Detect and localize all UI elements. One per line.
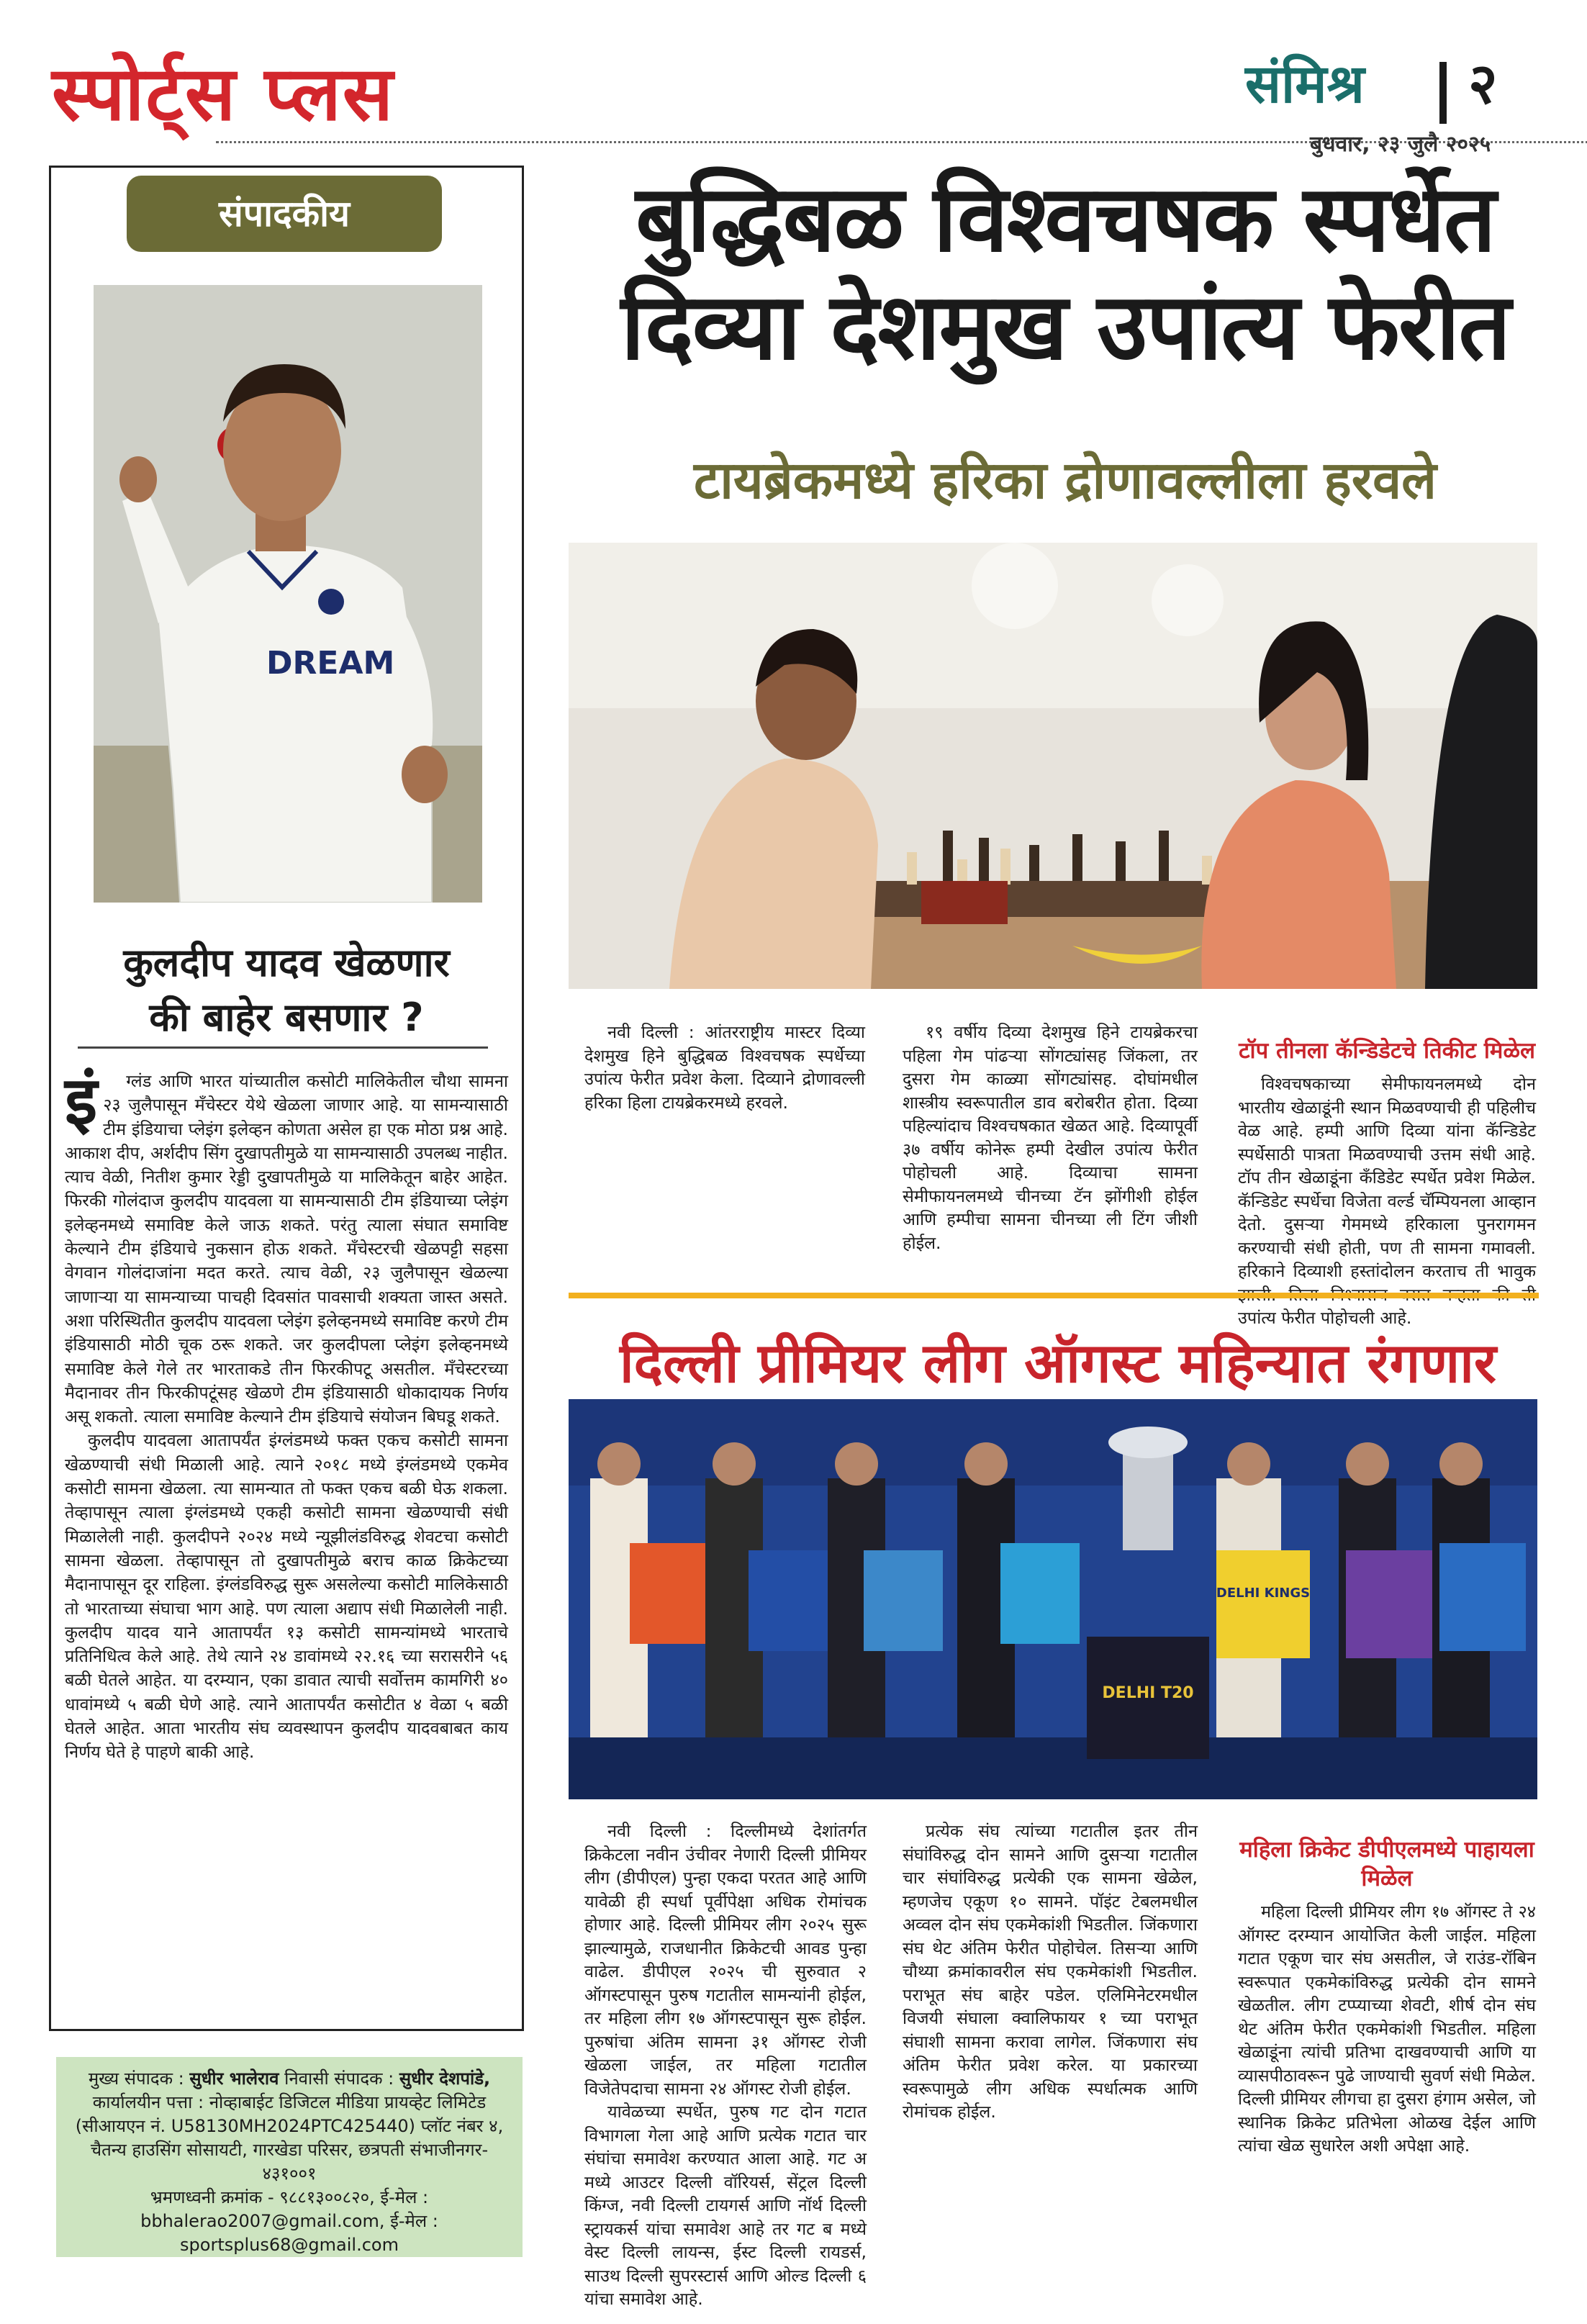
dpl-column-2 [903,1819,1198,2124]
dpl-column-3 [1238,1819,1536,2158]
section-rule [569,1293,1539,1298]
resident-editor-label: निवासी संपादक : [284,2068,394,2089]
resident-editor-name: सुधीर देशपांडे, [399,2068,491,2089]
chess-paragraph-2: १९ वर्षीय दिव्या देशमुख हिने टायब्रेकरचा पहिला गेम पांढऱ्या सोंगट्यांसह जिंकला, तर दुसरा गेम काळ्या सोंगट्यांसह. दोघांमधील शास्त्रीय स्वरूपातील डाव बरोबरीत होता. दिव्या पहिल्यांदाच विश्वचषकात खेळत आहे. दिव्यापूर्वी ३७ वर्षीय कोनेरू हम्पी देखील उपांत्य फेरीत पोहोचली आहे. दिव्याचा सामना सेमीफायनलमध्ये चीनच्या टॅन झोंगीशी होईल आणि हम्पीचा सामना चीनच्या ली टिंग जीशी होईल. [903,1022,1198,1253]
kuldeep-yadav-photo [94,285,482,903]
chess-column-2 [903,1021,1198,1254]
page-number: २ [1468,52,1498,117]
chess-match-photo [569,543,1537,989]
chief-editor-name: सुधीर भालेराव [189,2068,279,2089]
section-name: संमिश्र [1245,53,1365,115]
jersey-text: DELHI KINGS [1216,1586,1311,1601]
chess-subheadline: टायब्रेकमध्ये हरिका द्रोणावल्लीला हरवले [693,450,1437,510]
imprint-address: कार्यालयीन पत्ता : नोव्हाबाईट डिजिटल मीडिया प्रायव्हेट लिमिटेड (सीआयएन नं. U58130MH2024PTC425440) प्लॉट नंबर ४, चैतन्य हाउसिंग सोसायटी, गारखेडा परिसर, छत्रपती संभाजीनगर- ४३१००१ [75,2092,504,2184]
editorial-paragraph-1: ग्लंड आणि भारत यांच्यातील कसोटी मालिकेतील चौथा सामना २३ जुलैपासून मँचेस्टर येथे खेळला जाणार आहे. या सामन्यासाठी टीम इंडियाचा प्लेइंग इलेव्हन कोणता असेल हा एक मोठा प्रश्न आहे. आकाश दीप, अर्शदीप सिंग दुखापतीमुळे या सामन्यासाठी उपलब्ध नाहीत. त्याच वेळी, नितीश कुमार रेड्डी दुखापतीमुळे या मालिकेतून बाहेर आहेत. फिरकी गोलंदाज कुलदीप यादवला या सामन्यासाठी टीम इंडियाच्या प्लेइंग इलेव्हनमध्ये समाविष्ट केले जाऊ शकते. परंतु त्याला संघात समाविष्ट केल्याने टीम इंडियाचे नुकसान होऊ शकते. मँचेस्टरची खेळपट्टी सहसा वेगवान गोलंदाजांना मदत करते. त्याच वेळी, २३ जुलैपासून खेळल्या जाणाऱ्या या सामन्याच्या पाचही दिवसांत पावसाची शक्यता जास्त असते. अशा परिस्थितीत कुलदीप यादवला प्लेइंग इलेव्हनमध्ये समाविष्ट करणे टीम इंडियासाठी मोठी चूक ठरू शकते. जर कुलदीपला प्लेइंग इलेव्हनमध्ये समाविष्ट केले गेले तर भारताकडे तीन फिरकीपटू असतील. मँचेस्टरच्या मैदानावर तीन फिरकीपटूंसह खेळणे टीम इंडियासाठी धोकादायक निर्णय असू शकतो. त्याला समाविष्ट केल्याने टीम इंडियाचे संयोजन बिघडू शकते. [65,1071,508,1427]
editorial-title-rule [78,1046,488,1049]
cricketer-illustration [94,285,482,903]
dpl-launch-illustration [569,1399,1537,1799]
dpl-paragraph-4: महिला दिल्ली प्रीमियर लीग १७ ऑगस्ट ते २४ ऑगस्ट दरम्यान आयोजित केली जाईल. महिला गटात एकूण चार संघ असतील, जे राउंड-रॉबिन स्वरूपात एकमेकांविरुद्ध प्रत्येकी दोन सामने खेळतील. लीग टप्प्याच्या शेवटी, शीर्ष दोन संघ थेट अंतिम फेरीत एकमेकांशी भिडतील. महिला खेळाडूंना त्यांची प्रतिभा दाखवण्याची आणि या व्यासपीठावरून पुढे जाण्याची सुवर्ण संधी मिळेल. दिल्ली प्रीमियर लीगचा हा दुसरा हंगाम असेल, जो स्थानिक क्रिकेट प्रतिभेला ओळख देईल आणि त्यांचा खेळ सुधारेल अशी अपेक्षा आहे. [1238,1902,1536,2156]
svg-text:DREAM: DREAM [266,645,395,682]
masthead-logo: स्पोर्ट्स प्लस [52,49,395,137]
section-divider [1439,62,1447,124]
chess-column-1 [584,1021,865,1114]
imprint-contact: भ्रमणध्वनी क्रमांक - ९८८१३००८२०, ई-मेल : bbhalerao2007@gmail.com, ई-मेल : sportsplus68@gmail.com [140,2187,438,2255]
chess-subhead: टॉप तीनला कॅन्डिडेटचे तिकीट मिळेल [1238,1038,1536,1064]
dpl-paragraph-2: यावेळच्या स्पर्धेत, पुरुष गट दोन गटात विभागला गेला आहे आणि प्रत्येक गटात चार संघांचा समावेश करण्यात आला आहे. गट अ मध्ये आउटर दिल्ली वॉरियर्स, सेंट्रल दिल्ली किंग्ज, नवी दिल्ली टायगर्स आणि नॉर्थ दिल्ली स्ट्रायकर्स यांचा समावेश आहे तर गट ब मध्ये वेस्ट दिल्ली लायन्स, ईस्ट दिल्ली रायडर्स, साउथ दिल्ली सुपरस्टार्स आणि ओल्ड दिल्ली ६ यांचा समावेश आहे. [584,2102,867,2309]
trophy-plinth-text: DELHI T20 [1102,1684,1194,1702]
chess-headline [569,166,1562,381]
dpl-subhead: महिला क्रिकेट डीपीएलमध्ये पाहायला मिळेल [1239,1837,1534,1891]
chess-headline-line1: बुद्धिबळ विश्वचषक स्पर्धेत [636,166,1495,273]
editorial-label: संपादकीय [127,176,442,252]
drop-cap: इं [65,1062,98,1139]
chief-editor-label: मुख्य संपादक : [88,2068,184,2089]
chess-paragraph-1: नवी दिल्ली : आंतरराष्ट्रीय मास्टर दिव्या देशमुख हिने बुद्धिबळ विश्वचषक स्पर्धेच्या उपांत्य फेरीत प्रवेश केला. दिव्याने द्रोणावल्ली हरिका हिला टायब्रेकरमध्ये हरवले. [584,1022,865,1113]
chess-headline-line2: दिव्या देशमुख उपांत्य फेरीत [620,273,1510,381]
editorial-headline-line2: की बाहेर बसणार ? [149,995,424,1040]
chess-column-3 [1238,1021,1536,1330]
imprint-editors [65,2067,514,2091]
dpl-headline: दिल्ली प्रीमियर लीग ऑगस्ट महिन्यात रंगणार [619,1331,1497,1395]
editorial-body [65,1062,508,1765]
dpl-column-1 [584,1819,867,2311]
chess-scene-illustration [569,543,1537,989]
dpl-paragraph-3: प्रत्येक संघ त्यांच्या गटातील इतर तीन संघांविरुद्ध दोन सामने आणि दुसऱ्या गटातील चार संघांविरुद्ध प्रत्येकी एक सामना खेळेल, म्हणजेच एकूण १० सामने. पॉइंट टेबलमधील अव्वल दोन संघ एकमेकांशी भिडतील. जिंकणारा संघ थेट अंतिम फेरीत पोहोचेल. तिसऱ्या आणि चौथ्या क्रमांकावरील संघ एकमेकांशी भिडतील. पराभूत संघ बाहेर पडेल. एलिमिनेटरमधील विजयी संघाला क्वालिफायर १ च्या पराभूत संघाशी सामना करावा लागेल. जिंकणारा संघ अंतिम फेरीत प्रवेश करेल. या प्रकारच्या स्वरूपामुळे लीग अधिक स्पर्धात्मक आणि रोमांचक होईल. [903,1821,1198,2122]
dpl-launch-photo [569,1399,1537,1799]
editorial-headline [65,936,508,1045]
dpl-paragraph-1: नवी दिल्ली : दिल्लीमध्ये देशांतर्गत क्रिकेटला नवीन उंचीवर नेणारी दिल्ली प्रीमियर लीग (डीपीएल) पुन्हा एकदा परतत आहे आणि यावेळी ही स्पर्धा पूर्वीपेक्षा अधिक रोमांचक होणार आहे. दिल्ली प्रीमियर लीग २०२५ सुरू झाल्यामुळे, राजधानीत क्रिकेटची आवड पुन्हा वाढेल. डीपीएल २०२५ ची सुरुवात २ ऑगस्टपासून पुरुष गटातील सामन्यांनी होईल, तर महिला लीग १७ ऑगस्टपासून सुरू होईल. पुरुषांचा अंतिम सामना ३१ ऑगस्ट रोजी खेळला जाईल, तर महिला गटातील विजेतेपदाचा सामना २४ ऑगस्ट रोजी होईल. [584,1821,867,2099]
editorial-paragraph-2: कुलदीप यादवला आतापर्यंत इंग्लंडमध्ये फक्त एकच कसोटी सामना खेळण्याची संधी मिळाली आहे. त्याने २०१८ मध्ये इंग्लंडमध्ये एकमेव कसोटी सामना खेळला. त्या सामन्यात तो फक्त एकच बळी घेऊ शकला. तेव्हापासून त्याला इंग्लंडमध्ये एकही कसोटी सामना खेळण्याची संधी मिळालेली नाही. कुलदीपने २०२४ मध्ये न्यूझीलंडविरुद्ध शेवटचा कसोटी सामना खेळला. तेव्हापासून तो दुखापतीमुळे बराच काळ क्रिकेटच्या मैदानापासून दूर राहिला. इंग्लंडविरुद्ध सुरू असलेल्या कसोटी मालिकेसाठी तो भारताच्या संघाचा भाग आहे. पण त्याला अद्याप संधी मिळालेली नाही. कुलदीप यादव याने आतापर्यंत १३ कसोटी सामन्यांमध्ये भारताचे प्रतिनिधित्व केले आहे. तेथे त्याने २४ डावांमध्ये २२.१६ च्या सरासरीने ५६ बळी घेतले आहेत. या दरम्यान, एका डावात त्याची सर्वोत्तम कामगिरी ४० धावांमध्ये ५ बळी घेणे आहे. त्याने आतापर्यंत कसोटीत ४ वेळा ५ बळी घेतले आहेत. आता भारतीय संघ व्यवस्थापन कुलदीप यादवबाबत काय निर्णय घेते हे पाहणे बाकी आहे. [65,1430,508,1763]
issue-date: बुधवार, २३ जुलै २०२५ [1310,132,1491,157]
imprint-box [56,2057,523,2257]
editorial-headline-line1: कुलदीप यादव खेळणार [123,940,450,985]
chess-paragraph-3: विश्वचषकाच्या सेमीफायनलमध्ये दोन भारतीय खेळाडूंनी स्थान मिळवण्याची ही पहिलीच वेळ आहे. हम्पी आणि दिव्या यांना कॅन्डिडेट स्पर्धेसाठी पात्रता मिळवण्याची उत्तम संधी आहे. टॉप तीन खेळाडूंना कँडिडेट स्पर्धेत प्रवेश मिळेल. कॅन्डिडेट स्पर्धेचा विजेता वर्ल्ड चॅम्पियनला आव्हान देतो. दुसऱ्या गेममध्ये हरिकाला पुनरागमन करण्याची संधी होती, पण ती सामना गमावली. हरिकाने दिव्याशी हस्तांदोलन करताच ती भावुक उपांत्य फेरीत पोहोचली आहे. [1238,1074,1536,1328]
